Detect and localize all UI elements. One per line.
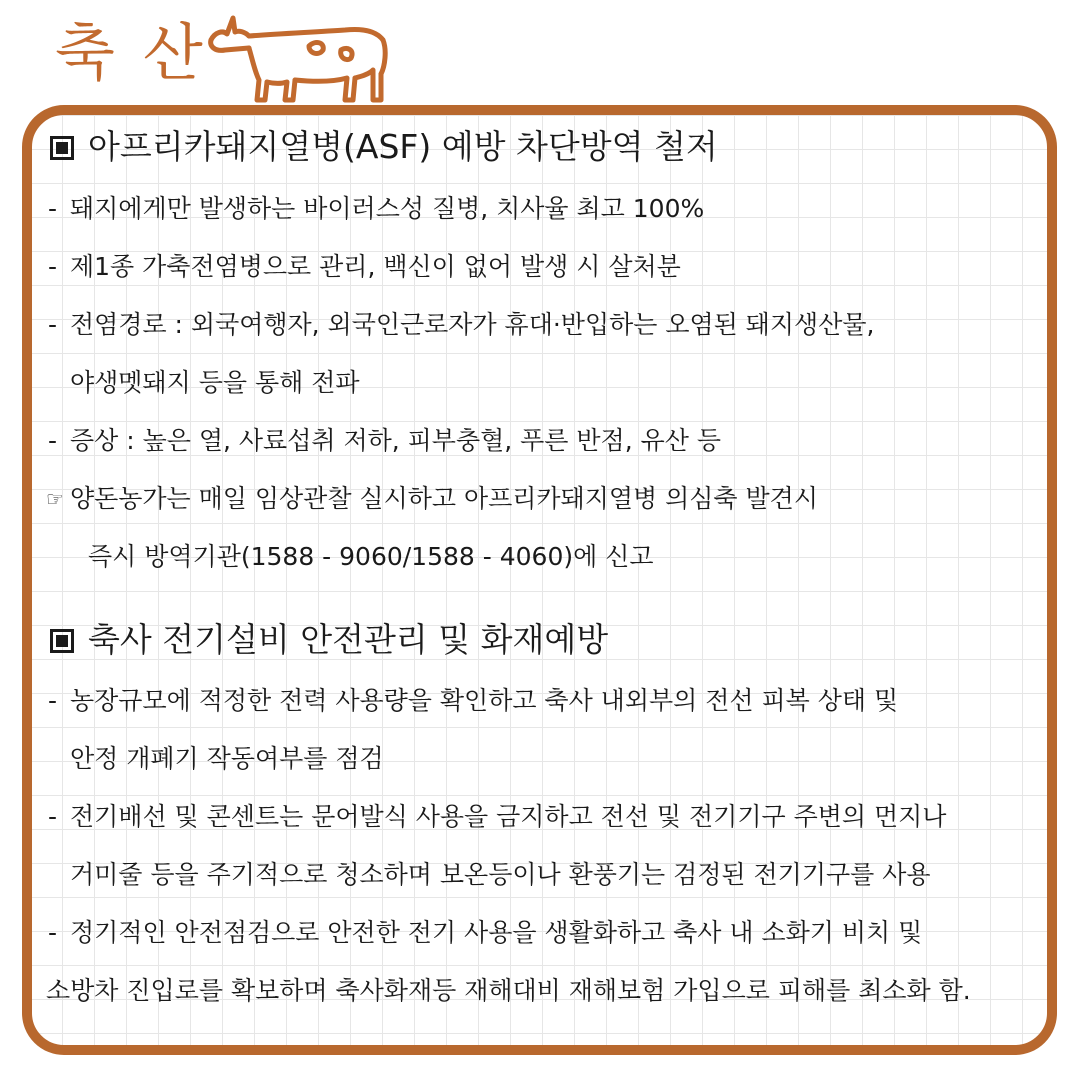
list-item: - 전기배선 및 콘센트는 문어발식 사용을 금지하고 전선 및 전기기구 주변의 먼지나 xyxy=(48,802,947,831)
list-item-continuation: 안정 개폐기 작동여부를 점검 xyxy=(70,744,384,773)
header xyxy=(55,0,455,110)
list-item: - 전염경로 : 외국여행자, 외국인근로자가 휴대·반입하는 오염된 돼지생산물, xyxy=(48,310,875,339)
pointing-hand-icon: ☞ xyxy=(46,487,64,511)
list-item: - 농장규모에 적정한 전력 사용량을 확인하고 축사 내외부의 전선 피복 상태 및 xyxy=(48,686,899,715)
list-item-continuation: 거미줄 등을 주기적으로 청소하며 보온등이나 환풍기는 검정된 전기기구를 사용 xyxy=(70,860,931,889)
notice-line: ☞ 양돈농가는 매일 임상관찰 실시하고 아프리카돼지열병 의심축 발견시 xyxy=(46,482,818,516)
section-heading-asf: 아프리카돼지열병(ASF) 예방 차단방역 철저 xyxy=(50,125,718,169)
cow-icon xyxy=(205,10,390,105)
section-heading-fire: 축사 전기설비 안전관리 및 화재예방 xyxy=(50,618,608,662)
list-item: - 돼지에게만 발생하는 바이러스성 질병, 치사율 최고 100% xyxy=(48,194,705,223)
page-title: 축산 xyxy=(55,16,231,89)
list-item: - 제1종 가축전염병으로 관리, 백신이 없어 발생 시 살처분 xyxy=(48,252,681,281)
list-item: - 정기적인 안전점검으로 안전한 전기 사용을 생활화하고 축사 내 소화기 비치 및 xyxy=(48,918,923,947)
list-item-continuation: 야생멧돼지 등을 통해 전파 xyxy=(70,368,360,397)
content-frame xyxy=(22,105,1057,1055)
list-item: - 증상 : 높은 열, 사료섭취 저하, 피부충혈, 푸른 반점, 유산 등 xyxy=(48,426,721,455)
list-item-continuation: 소방차 진입로를 확보하며 축사화재등 재해대비 재해보험 가입으로 피해를 최소화 함. xyxy=(46,976,971,1005)
filled-square-icon xyxy=(50,136,74,160)
filled-square-icon xyxy=(50,629,74,653)
notice-line-continuation: 즉시 방역기관(1588 - 9060/1588 - 4060)에 신고 xyxy=(88,542,654,571)
